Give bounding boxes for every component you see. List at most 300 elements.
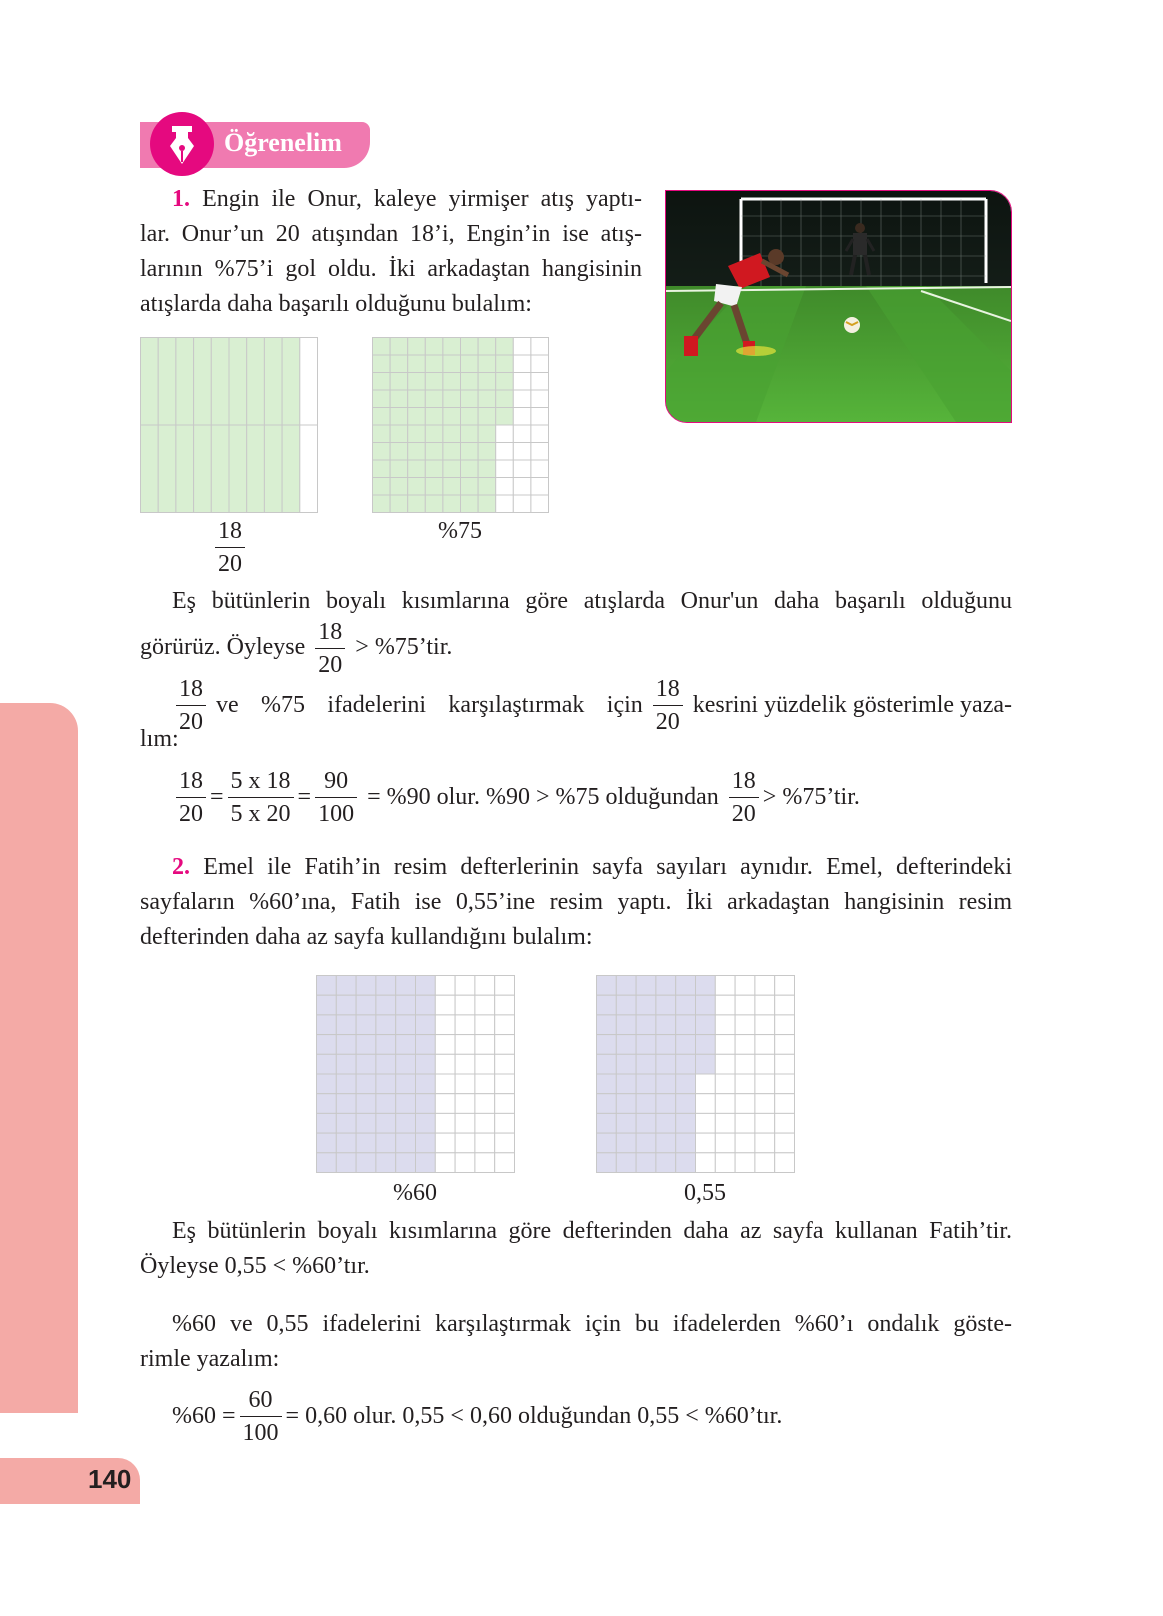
shaded-cell	[373, 495, 391, 513]
shaded-cell	[478, 338, 496, 356]
grid-cell	[513, 478, 531, 496]
shaded-cell	[336, 1153, 356, 1173]
shaded-cell	[656, 1133, 676, 1153]
shaded-cell	[461, 425, 479, 443]
shaded-cell	[636, 1113, 656, 1133]
shaded-cell	[396, 976, 416, 996]
shaded-cell	[373, 355, 391, 373]
shaded-cell	[416, 995, 436, 1015]
shaded-cell	[396, 1074, 416, 1094]
problem1-line3: larının %75’i gol oldu. İki arkadaştan hangisinin	[140, 256, 642, 282]
grid-cell	[775, 1153, 795, 1173]
grid-cell	[735, 1054, 755, 1074]
shaded-cell	[373, 425, 391, 443]
shaded-cell	[336, 1015, 356, 1035]
grid-cell	[435, 1054, 455, 1074]
grid-cell	[735, 1133, 755, 1153]
shaded-cell	[247, 338, 265, 426]
grid-cell	[755, 1035, 775, 1055]
equation2: %60 = $\frac{60}{100}$ = 0,60 olur. 0,55 < 0,60 olduğundan 0,55 < %60’tır.	[172, 1384, 782, 1449]
shaded-cell	[416, 976, 436, 996]
shaded-cell	[317, 976, 337, 996]
grid-cell	[496, 478, 514, 496]
shaded-cell	[636, 995, 656, 1015]
grid-cell	[735, 1153, 755, 1173]
caption-60-percent: %60	[393, 1180, 437, 1206]
conclusion2-line2: Öyleyse 0,55 < %60’tır.	[140, 1253, 370, 1279]
shaded-cell	[408, 495, 426, 513]
grid-cell	[475, 1035, 495, 1055]
grid-cell	[475, 1113, 495, 1133]
shaded-cell	[416, 1133, 436, 1153]
grid-cell	[513, 460, 531, 478]
grid-cell	[531, 460, 549, 478]
shaded-cell	[336, 1094, 356, 1114]
shaded-cell	[676, 1035, 696, 1055]
shaded-cell	[158, 425, 176, 513]
shaded-cell	[317, 1153, 337, 1173]
shaded-cell	[461, 338, 479, 356]
compare2-line2: rimle yazalım:	[140, 1346, 280, 1372]
shaded-cell	[478, 443, 496, 461]
grid-cell	[495, 995, 515, 1015]
compare2-line1: %60 ve 0,55 ifadelerini karşılaştırmak için bu ifadelerden %60’ı ondalık göste-	[172, 1311, 1012, 1337]
shaded-cell	[616, 1054, 636, 1074]
shaded-cell	[376, 1113, 396, 1133]
grid-cell	[475, 1153, 495, 1173]
shaded-cell	[496, 390, 514, 408]
grid-cell	[300, 338, 318, 426]
grid-cell	[495, 1035, 515, 1055]
grid-cell	[715, 1094, 735, 1114]
shaded-cell	[616, 995, 636, 1015]
shaded-cell	[425, 355, 443, 373]
grid-cell	[455, 976, 475, 996]
shaded-cell	[656, 1074, 676, 1094]
shaded-cell	[636, 1015, 656, 1035]
shaded-cell	[443, 390, 461, 408]
shaded-cell	[597, 1133, 617, 1153]
shaded-cell	[264, 425, 282, 513]
shaded-cell	[416, 1015, 436, 1035]
grid-cell	[435, 1133, 455, 1153]
grid-cell	[755, 1015, 775, 1035]
grid-cell	[435, 1113, 455, 1133]
grid-cell	[475, 1015, 495, 1035]
shaded-cell	[597, 1054, 617, 1074]
problem2-line2: sayfaların %60’ına, Fatih ise 0,55’ine resim yaptı. İki arkadaştan hangisinin resim	[140, 889, 1012, 915]
grid-cell	[696, 1074, 716, 1094]
caption-18-20: $\frac{18}{20}$	[210, 515, 250, 580]
grid-cell	[715, 995, 735, 1015]
shaded-cell	[158, 338, 176, 426]
grid-cell	[755, 1113, 775, 1133]
shaded-cell	[478, 425, 496, 443]
shaded-cell	[676, 1133, 696, 1153]
grid-cell	[513, 338, 531, 356]
grid-cell	[455, 1015, 475, 1035]
shaded-cell	[443, 478, 461, 496]
grid-cell	[455, 1035, 475, 1055]
shaded-cell	[416, 1035, 436, 1055]
section-title: Öğrenelim	[224, 128, 342, 157]
shaded-cell	[425, 425, 443, 443]
grid-cell	[496, 443, 514, 461]
shaded-cell	[597, 1094, 617, 1114]
grid-cell	[495, 1074, 515, 1094]
shaded-cell	[616, 1015, 636, 1035]
grid-cell	[435, 1094, 455, 1114]
shaded-cell	[696, 1015, 716, 1035]
shaded-cell	[376, 1074, 396, 1094]
grid-0-55	[596, 975, 795, 1173]
shaded-cell	[443, 408, 461, 426]
grid-cell	[715, 1133, 735, 1153]
shaded-cell	[676, 1113, 696, 1133]
grid-cell	[696, 1094, 716, 1114]
shaded-cell	[317, 1015, 337, 1035]
grid-cell	[531, 355, 549, 373]
shaded-cell	[390, 425, 408, 443]
shaded-cell	[194, 338, 212, 426]
shaded-cell	[478, 408, 496, 426]
grid-cell	[475, 976, 495, 996]
equation1: $\frac{18}{20}$ = $\frac{5 x 18}{5 x 20}$ = $\frac{90}{100}$ = %90 olur. %90 > %75 olduğundan $\frac{18}{20}$ > %75’tir.	[172, 765, 860, 830]
shaded-cell	[416, 1074, 436, 1094]
shaded-cell	[443, 460, 461, 478]
grid-cell	[455, 1113, 475, 1133]
shaded-cell	[416, 1113, 436, 1133]
shaded-cell	[317, 1054, 337, 1074]
shaded-cell	[317, 995, 337, 1015]
shaded-cell	[496, 355, 514, 373]
shaded-cell	[373, 390, 391, 408]
shaded-cell	[461, 390, 479, 408]
shaded-cell	[376, 1133, 396, 1153]
shaded-cell	[396, 1113, 416, 1133]
shaded-cell	[390, 408, 408, 426]
grid-cell	[495, 1054, 515, 1074]
grid-cell	[775, 995, 795, 1015]
shaded-cell	[229, 425, 247, 513]
grid-cell	[496, 495, 514, 513]
penalty-kick-photo	[665, 190, 1012, 423]
grid-cell	[435, 1035, 455, 1055]
shaded-cell	[317, 1113, 337, 1133]
grid-cell	[755, 995, 775, 1015]
grid-cell	[755, 1094, 775, 1114]
caption-0-55: 0,55	[684, 1180, 726, 1206]
grid-cell	[513, 408, 531, 426]
conclusion1-line1: Eş bütünlerin boyalı kısımlarına göre atışlarda Onur'un daha başarılı olduğunu	[172, 588, 1012, 614]
shaded-cell	[390, 495, 408, 513]
grid-cell	[435, 995, 455, 1015]
shaded-cell	[656, 1153, 676, 1173]
shaded-cell	[376, 1015, 396, 1035]
grid-cell	[435, 1015, 455, 1035]
shaded-cell	[597, 1074, 617, 1094]
shaded-cell	[376, 1153, 396, 1173]
pen-nib-icon	[150, 112, 214, 176]
shaded-cell	[336, 1133, 356, 1153]
grid-cell	[755, 976, 775, 996]
grid-cell	[755, 1153, 775, 1173]
problem2-number: 2.	[172, 854, 190, 880]
shaded-cell	[247, 425, 265, 513]
shaded-cell	[496, 408, 514, 426]
shaded-cell	[356, 1054, 376, 1074]
grid-cell	[475, 995, 495, 1015]
grid-cell	[475, 1054, 495, 1074]
shaded-cell	[636, 1074, 656, 1094]
shaded-cell	[390, 460, 408, 478]
shaded-cell	[676, 1015, 696, 1035]
shaded-cell	[461, 478, 479, 496]
shaded-cell	[141, 338, 159, 426]
shaded-cell	[376, 1035, 396, 1055]
shaded-cell	[636, 1094, 656, 1114]
grid-cell	[513, 355, 531, 373]
shaded-cell	[390, 443, 408, 461]
grid-cell	[495, 1133, 515, 1153]
grid-cell	[531, 390, 549, 408]
problem1-number: 1.	[172, 186, 190, 212]
problem1-line2: lar. Onur’un 20 atışından 18’i, Engin’in ise atış-	[140, 221, 642, 247]
shaded-cell	[396, 1015, 416, 1035]
shaded-cell	[656, 976, 676, 996]
shaded-cell	[676, 1074, 696, 1094]
grid-cell	[775, 976, 795, 996]
grid-cell	[496, 425, 514, 443]
grid-cell	[455, 995, 475, 1015]
shaded-cell	[376, 1094, 396, 1114]
grid-cell	[513, 425, 531, 443]
grid-cell	[475, 1133, 495, 1153]
shaded-cell	[636, 1035, 656, 1055]
shaded-cell	[425, 390, 443, 408]
shaded-cell	[425, 460, 443, 478]
shaded-cell	[696, 995, 716, 1015]
shaded-cell	[636, 976, 656, 996]
shaded-cell	[478, 478, 496, 496]
conclusion2-line1: Eş bütünlerin boyalı kısımlarına göre defterinden daha az sayfa kullanan Fatih’tir.	[172, 1218, 1012, 1244]
grid-cell	[696, 1113, 716, 1133]
shaded-cell	[356, 1153, 376, 1173]
grid-cell	[531, 408, 549, 426]
grid-cell	[775, 1054, 795, 1074]
grid-cell	[531, 443, 549, 461]
shaded-cell	[616, 1113, 636, 1133]
grid-cell	[435, 1153, 455, 1173]
grid-cell	[455, 1133, 475, 1153]
shaded-cell	[336, 995, 356, 1015]
shaded-cell	[356, 976, 376, 996]
grid-cell	[775, 1094, 795, 1114]
grid-cell	[300, 425, 318, 513]
grid-cell	[531, 373, 549, 391]
shaded-cell	[616, 1074, 636, 1094]
shaded-cell	[176, 338, 194, 426]
grid-cell	[455, 1153, 475, 1173]
problem1-line4: atışlarda daha başarılı olduğunu bulalım:	[140, 291, 532, 317]
shaded-cell	[390, 338, 408, 356]
shaded-cell	[656, 1094, 676, 1114]
shaded-cell	[443, 425, 461, 443]
compare1-line2: lım:	[140, 726, 179, 752]
shaded-cell	[373, 338, 391, 356]
shaded-cell	[416, 1054, 436, 1074]
shaded-cell	[282, 338, 300, 426]
shaded-cell	[656, 1054, 676, 1074]
shaded-cell	[597, 976, 617, 996]
shaded-cell	[478, 390, 496, 408]
shaded-cell	[616, 976, 636, 996]
shaded-cell	[496, 338, 514, 356]
shaded-cell	[636, 1153, 656, 1173]
shaded-cell	[676, 1054, 696, 1074]
grid-cell	[513, 443, 531, 461]
caption-75-percent: %75	[438, 518, 482, 544]
shaded-cell	[616, 1035, 636, 1055]
grid-cell	[735, 1113, 755, 1133]
shaded-cell	[443, 443, 461, 461]
shaded-cell	[461, 495, 479, 513]
grid-cell	[496, 460, 514, 478]
shaded-cell	[336, 976, 356, 996]
compare1-line1: $\frac{18}{20}$ ve %75 ifadelerini karşılaştırmak için $\frac{18}{20}$ kesrini yüzdelik gösterimle yaza-	[140, 673, 1012, 738]
shaded-cell	[416, 1153, 436, 1173]
grid-cell	[755, 1074, 775, 1094]
shaded-cell	[461, 443, 479, 461]
grid-cell	[715, 1153, 735, 1173]
grid-cell	[775, 1074, 795, 1094]
shaded-cell	[264, 338, 282, 426]
problem2-line1: 2. Emel ile Fatih’in resim defterlerinin sayfa sayıları aynıdır. Emel, defterindeki	[172, 854, 1012, 880]
shaded-cell	[390, 390, 408, 408]
shaded-cell	[676, 976, 696, 996]
shaded-cell	[616, 1153, 636, 1173]
shaded-cell	[356, 1094, 376, 1114]
shaded-cell	[141, 425, 159, 513]
grid-cell	[715, 976, 735, 996]
shaded-cell	[461, 373, 479, 391]
shaded-cell	[496, 373, 514, 391]
shaded-cell	[356, 1074, 376, 1094]
grid-cell	[715, 1113, 735, 1133]
shaded-cell	[425, 443, 443, 461]
shaded-cell	[390, 478, 408, 496]
grid-cell	[715, 1074, 735, 1094]
grid-cell	[455, 1094, 475, 1114]
shaded-cell	[396, 1035, 416, 1055]
grid-cell	[495, 1094, 515, 1114]
shaded-cell	[676, 995, 696, 1015]
shaded-cell	[425, 373, 443, 391]
shaded-cell	[656, 1015, 676, 1035]
grid-cell	[455, 1074, 475, 1094]
grid-cell	[475, 1074, 495, 1094]
shaded-cell	[443, 355, 461, 373]
shaded-cell	[408, 443, 426, 461]
shaded-cell	[356, 1015, 376, 1035]
shaded-cell	[408, 390, 426, 408]
shaded-cell	[376, 995, 396, 1015]
shaded-cell	[656, 1113, 676, 1133]
shaded-cell	[376, 1054, 396, 1074]
shaded-cell	[356, 1133, 376, 1153]
shaded-cell	[461, 408, 479, 426]
shaded-cell	[282, 425, 300, 513]
page-number: 140	[88, 1464, 132, 1494]
shaded-cell	[373, 373, 391, 391]
grid-cell	[735, 1015, 755, 1035]
shaded-cell	[478, 373, 496, 391]
grid-cell	[735, 1035, 755, 1055]
shaded-cell	[616, 1133, 636, 1153]
grid-cell	[513, 390, 531, 408]
grid-18-of-20	[140, 337, 318, 513]
shaded-cell	[317, 1035, 337, 1055]
grid-cell	[775, 1113, 795, 1133]
shaded-cell	[696, 976, 716, 996]
shaded-cell	[676, 1094, 696, 1114]
grid-cell	[696, 1133, 716, 1153]
grid-cell	[735, 995, 755, 1015]
shaded-cell	[336, 1054, 356, 1074]
grid-cell	[715, 1054, 735, 1074]
grid-cell	[715, 1015, 735, 1035]
grid-cell	[513, 373, 531, 391]
shaded-cell	[425, 495, 443, 513]
shaded-cell	[396, 1054, 416, 1074]
shaded-cell	[461, 355, 479, 373]
shaded-cell	[443, 338, 461, 356]
shaded-cell	[696, 1035, 716, 1055]
grid-cell	[513, 495, 531, 513]
shaded-cell	[478, 495, 496, 513]
grid-cell	[775, 1015, 795, 1035]
shaded-cell	[676, 1153, 696, 1173]
shaded-cell	[656, 995, 676, 1015]
shaded-cell	[229, 338, 247, 426]
shaded-cell	[376, 976, 396, 996]
side-bar-decoration	[0, 703, 78, 1413]
shaded-cell	[317, 1074, 337, 1094]
shaded-cell	[416, 1094, 436, 1114]
grid-cell	[775, 1133, 795, 1153]
shaded-cell	[396, 1153, 416, 1173]
shaded-cell	[597, 995, 617, 1015]
shaded-cell	[390, 373, 408, 391]
grid-cell	[775, 1035, 795, 1055]
grid-cell	[495, 976, 515, 996]
shaded-cell	[356, 995, 376, 1015]
grid-cell	[495, 1015, 515, 1035]
shaded-cell	[194, 425, 212, 513]
shaded-cell	[176, 425, 194, 513]
grid-cell	[435, 976, 455, 996]
shaded-cell	[373, 478, 391, 496]
shaded-cell	[696, 1054, 716, 1074]
shaded-cell	[336, 1113, 356, 1133]
shaded-cell	[373, 408, 391, 426]
shaded-cell	[373, 460, 391, 478]
shaded-cell	[408, 478, 426, 496]
shaded-cell	[408, 460, 426, 478]
shaded-cell	[396, 1094, 416, 1114]
shaded-cell	[408, 425, 426, 443]
shaded-cell	[408, 408, 426, 426]
